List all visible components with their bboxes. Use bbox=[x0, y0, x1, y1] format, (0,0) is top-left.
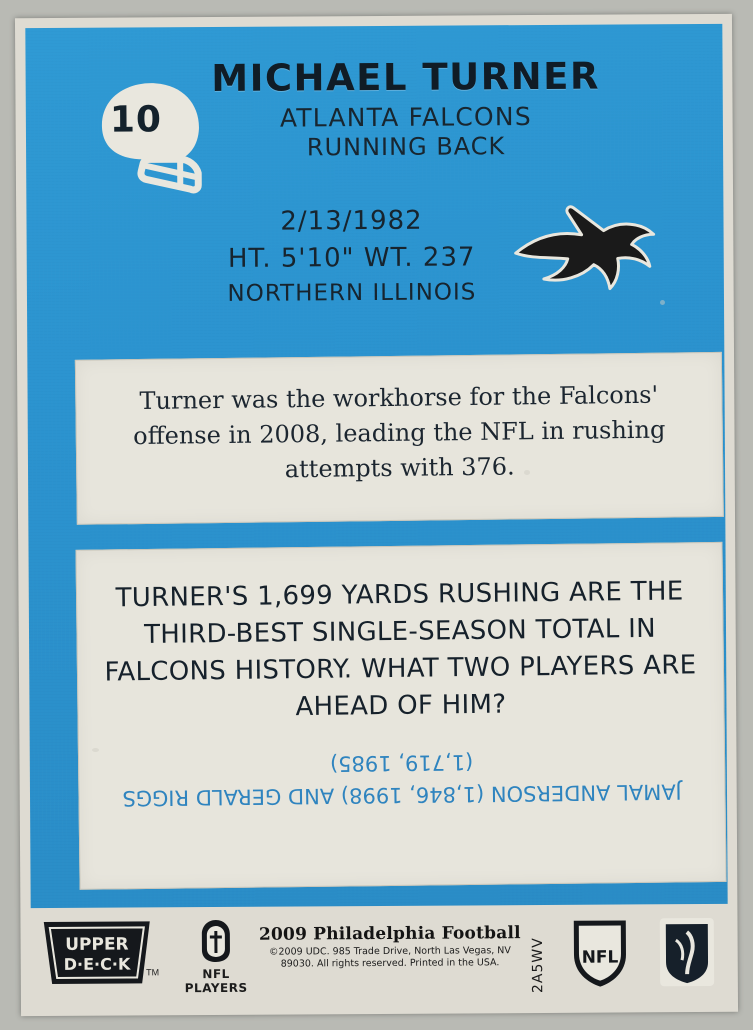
trivia-answer-upside-down: JAMAL ANDERSON (1,846, 1998) AND GERALD RIGGS (1,719, 1985) bbox=[122, 750, 682, 810]
nfl-shield-icon bbox=[568, 914, 632, 990]
jersey-number: 10 bbox=[109, 99, 163, 141]
player-bio-stats bbox=[136, 205, 567, 308]
nflpa-label: NFL PLAYERS bbox=[184, 966, 248, 996]
college: NORTHERN ILLINOIS bbox=[227, 279, 477, 307]
team-name: ATLANTA FALCONS bbox=[279, 102, 532, 133]
card-footer bbox=[28, 906, 726, 1010]
upper-deck-trademark: TM bbox=[146, 967, 160, 978]
trivia-panel bbox=[75, 542, 726, 890]
upper-deck-logo-icon bbox=[38, 917, 156, 990]
svg-text:D·E·C·K: D·E·C·K bbox=[63, 954, 131, 974]
trivia-question: TURNER'S 1,699 YARDS RUSHING ARE THE THIRD-BEST SINGLE-SEASON TOTAL IN FALCONS HISTORY. WHAT TWO PLAYERS ARE AHEAD OF HIM? bbox=[104, 576, 697, 722]
fine-print: ©2009 UDC. 985 Trade Drive, North Las Vegas, NV 89030. All rights reserved. Printed in the USA. bbox=[268, 945, 511, 970]
copyright-block bbox=[256, 923, 524, 970]
player-position: RUNNING BACK bbox=[306, 132, 506, 162]
card-code: 2A5WV bbox=[529, 937, 547, 994]
brand-line: 2009 Philadelphia Football bbox=[258, 923, 521, 945]
bio-text-panel bbox=[75, 352, 724, 525]
card-back-blue-field bbox=[25, 24, 727, 908]
svg-text:UPPER: UPPER bbox=[65, 934, 129, 955]
player-name: MICHAEL TURNER bbox=[211, 54, 601, 101]
card-header bbox=[86, 54, 727, 163]
nfl-players-association-icon bbox=[176, 917, 256, 995]
bio-text: Turner was the workhorse for the Falcons' offense in 2008, leading the NFL in rushing attempts with 376. bbox=[133, 380, 666, 483]
league-emblem-icon bbox=[656, 914, 718, 990]
svg-text:NFL: NFL bbox=[581, 947, 619, 968]
date-of-birth: 2/13/1982 bbox=[280, 205, 423, 237]
height-weight: HT. 5'10" WT. 237 bbox=[227, 242, 476, 274]
